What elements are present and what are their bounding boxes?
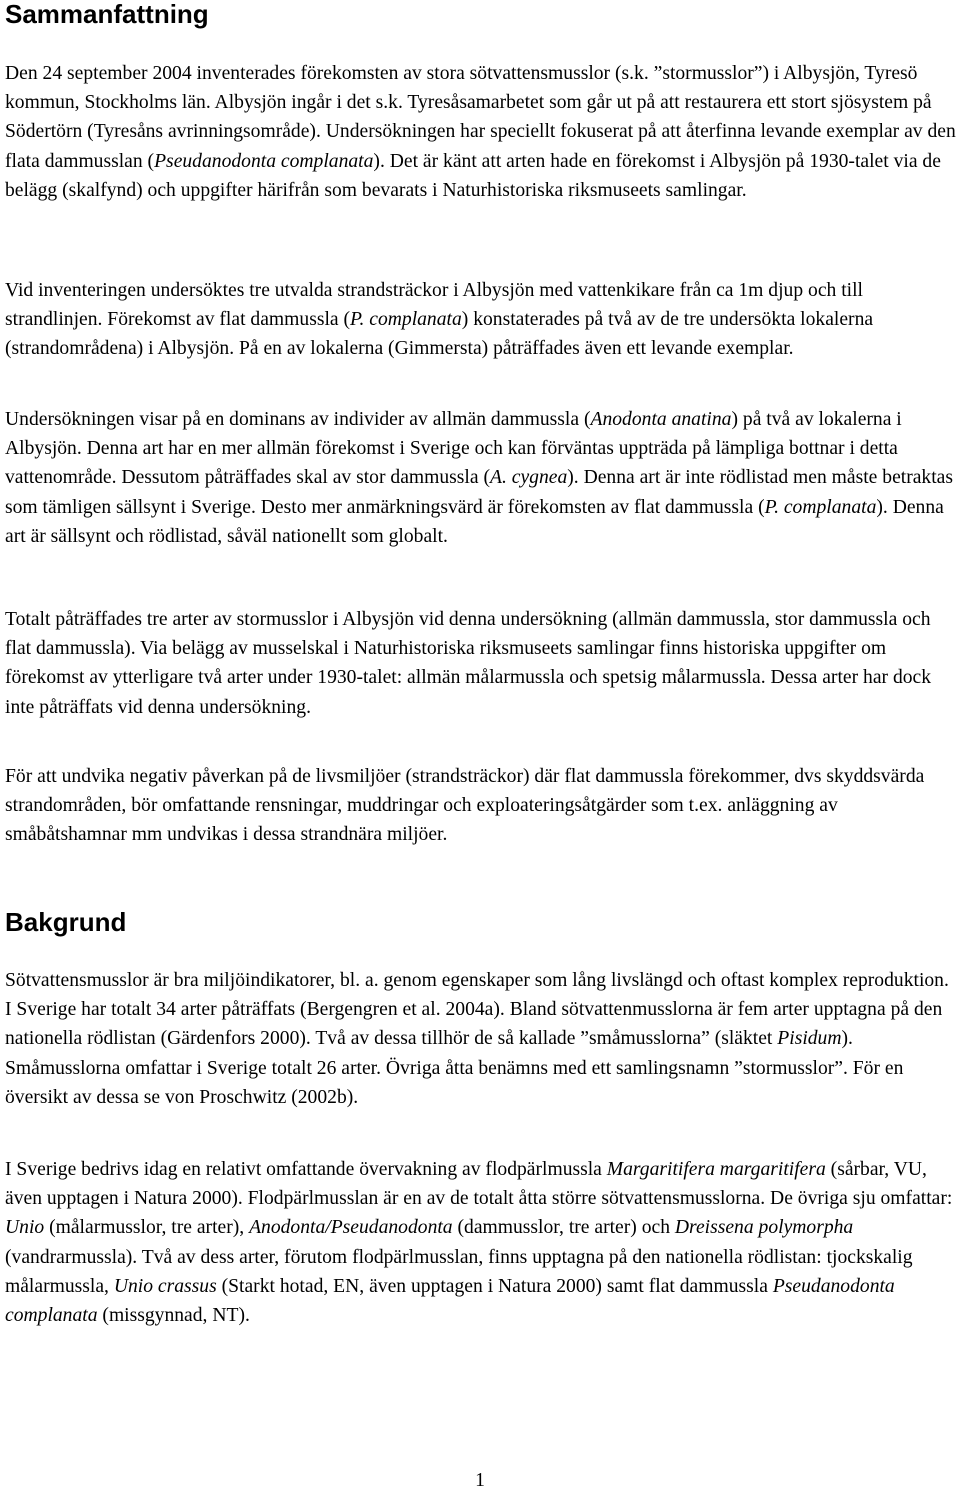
text-run: ) konstaterades på två av de tre undersökta lokalerna (strandområdena) i Albysjön. På en av lokalerna (Gimmersta) påträffades även ett levande exemplar. bbox=[5, 309, 874, 360]
text-run: ). Denna art är sällsynt och rödlistad, såväl nationellt som globalt. bbox=[5, 496, 944, 547]
text-run: ). Småmusslorna omfattar i Sverige totalt 26 arter. Övriga åtta benämns med ett samlingsnamn ”stormusslor”. För en översikt av dessa se von Proschwitz (2002b). bbox=[5, 1028, 904, 1108]
paragraph-intro bbox=[5, 59, 957, 205]
text-run: Totalt påträffades tre arter av stormusslor i Albysjön vid denna undersökning (allmän dammussla, stor dammussla och flat dammussla). Via belägg av musselskal i Naturhistoriska riksmuseets samlingar finns historiska uppgifter om förekomst av ytterligare två arter under 1930-talet: allmän målarmussla och spetsig målarmussla. Dessa arter har dock inte påträffats vid denna undersökning. bbox=[5, 609, 932, 718]
text-run: Sötvattensmusslor är bra miljöindikatorer, bl. a. genom egenskaper som lång livslängd och oftast komplex reproduktion. I Sverige har totalt 34 arter påträffats (Bergengren et al. 2004a). Bland sötvattenmusslorna är fem arter upptagna på den nationella rödlistan (Gärdenfors 2000). Två av dessa tillhör de så kallade ”småmusslorna” (släktet bbox=[5, 970, 949, 1050]
text-run: För att undvika negativ påverkan på de livsmiljöer (strandsträckor) där flat dammussla förekommer, dvs skyddsvärda strandområden, bör omfattande rensningar, muddringar och exploateringsåtgärder som t.ex. anläggning av småbåtshamnar mm undvikas i dessa strandnära miljöer. bbox=[5, 766, 925, 846]
species-name-italic: Anodonta/Pseudanodonta bbox=[249, 1217, 453, 1239]
species-name-italic: Pisidum bbox=[777, 1028, 842, 1050]
text-run: (missgynnad, NT). bbox=[97, 1305, 250, 1327]
species-name-italic: A. cygnea bbox=[490, 467, 568, 489]
text-run: (målarmusslor, tre arter), bbox=[44, 1217, 250, 1239]
paragraph-background-indicators bbox=[5, 966, 957, 1112]
species-name-italic: Unio crassus bbox=[113, 1275, 217, 1297]
species-name-italic: Pseudanodonta complanata bbox=[154, 150, 374, 172]
text-run: I Sverige bedrivs idag en relativt omfattande övervakning av flodpärlmussla bbox=[5, 1159, 607, 1180]
paragraph-background-monitoring bbox=[5, 1155, 957, 1330]
text-run: (dammusslor, tre arter) och bbox=[452, 1217, 675, 1239]
text-run: ) på två av lokalerna i Albysjön. Denna art har en mer allmän förekomst i Sverige och kan förväntas uppträda på lämpliga bottnar i detta vattenområde. Dessutom påträffades skal av stor dammussla ( bbox=[5, 409, 902, 489]
species-name-italic: Margaritifera margaritifera bbox=[606, 1159, 826, 1180]
text-run: Vid inventeringen undersöktes tre utvalda strandsträckor i Albysjön med vattenkikare från ca 1m djup och till strandlinjen. Förekomst av flat dammussla ( bbox=[5, 280, 863, 331]
species-name-italic: P. complanata bbox=[350, 309, 462, 331]
paragraph-recommendations bbox=[5, 762, 957, 850]
species-name-italic: Anodonta anatina bbox=[590, 409, 732, 430]
paragraph-total-species bbox=[5, 605, 957, 722]
text-run: Undersökningen visar på en dominans av individer av allmän dammussla ( bbox=[5, 409, 591, 430]
text-run: Den 24 september 2004 inventerades förekomsten av stora sötvattensmusslor (s.k. ”stormusslor”) i Albysjön, Tyresö kommun, Stockholms län. Albysjön ingår i det s.k. Tyresåsamarbetet som går ut på att restaurera ett stort sjösystem på Södertörn (Tyresåns avrinningsområde). Undersökningen har speciellt fokuserat på att återfinna levande exemplar av den flata dammusslan ( bbox=[5, 63, 956, 172]
text-run: ). Denna art är inte rödlistad men måste betraktas som tämligen sällsynt i Sverige. Desto mer anmärkningsvärd är förekomsten av flat dammussla ( bbox=[5, 467, 953, 518]
text-run: (sårbar, VU, även upptagen i Natura 2000). Flodpärlmusslan är en av de totalt åtta större sötvattensmusslorna. De övriga sju omfattar: bbox=[5, 1159, 953, 1210]
heading-summary: Sammanfattning bbox=[5, 0, 209, 29]
species-name-italic: Dreissena polymorpha bbox=[674, 1217, 854, 1239]
paragraph-inventory-method bbox=[5, 276, 957, 364]
paragraph-findings bbox=[5, 405, 957, 551]
species-name-italic: P. complanata bbox=[764, 496, 877, 518]
page-number: 1 bbox=[475, 1470, 485, 1491]
text-run: (Starkt hotad, EN, även upptagen i Natura 2000) samt flat dammussla bbox=[216, 1275, 773, 1297]
text-run: (vandrarmussla). Två av dess arter, förutom flodpärlmusslan, finns upptagna på den nationella rödlistan: tjockskalig målarmussla, bbox=[5, 1246, 913, 1297]
species-name-italic: Pseudanodonta complanata bbox=[5, 1275, 895, 1327]
heading-background: Bakgrund bbox=[5, 907, 127, 937]
species-name-italic: Unio bbox=[5, 1217, 45, 1239]
text-run: ). Det är känt att arten hade en förekomst i Albysjön på 1930-talet via de belägg (skalfynd) och uppgifter härifrån som bevarats i Naturhistoriska riksmuseets samlingar. bbox=[5, 150, 941, 201]
